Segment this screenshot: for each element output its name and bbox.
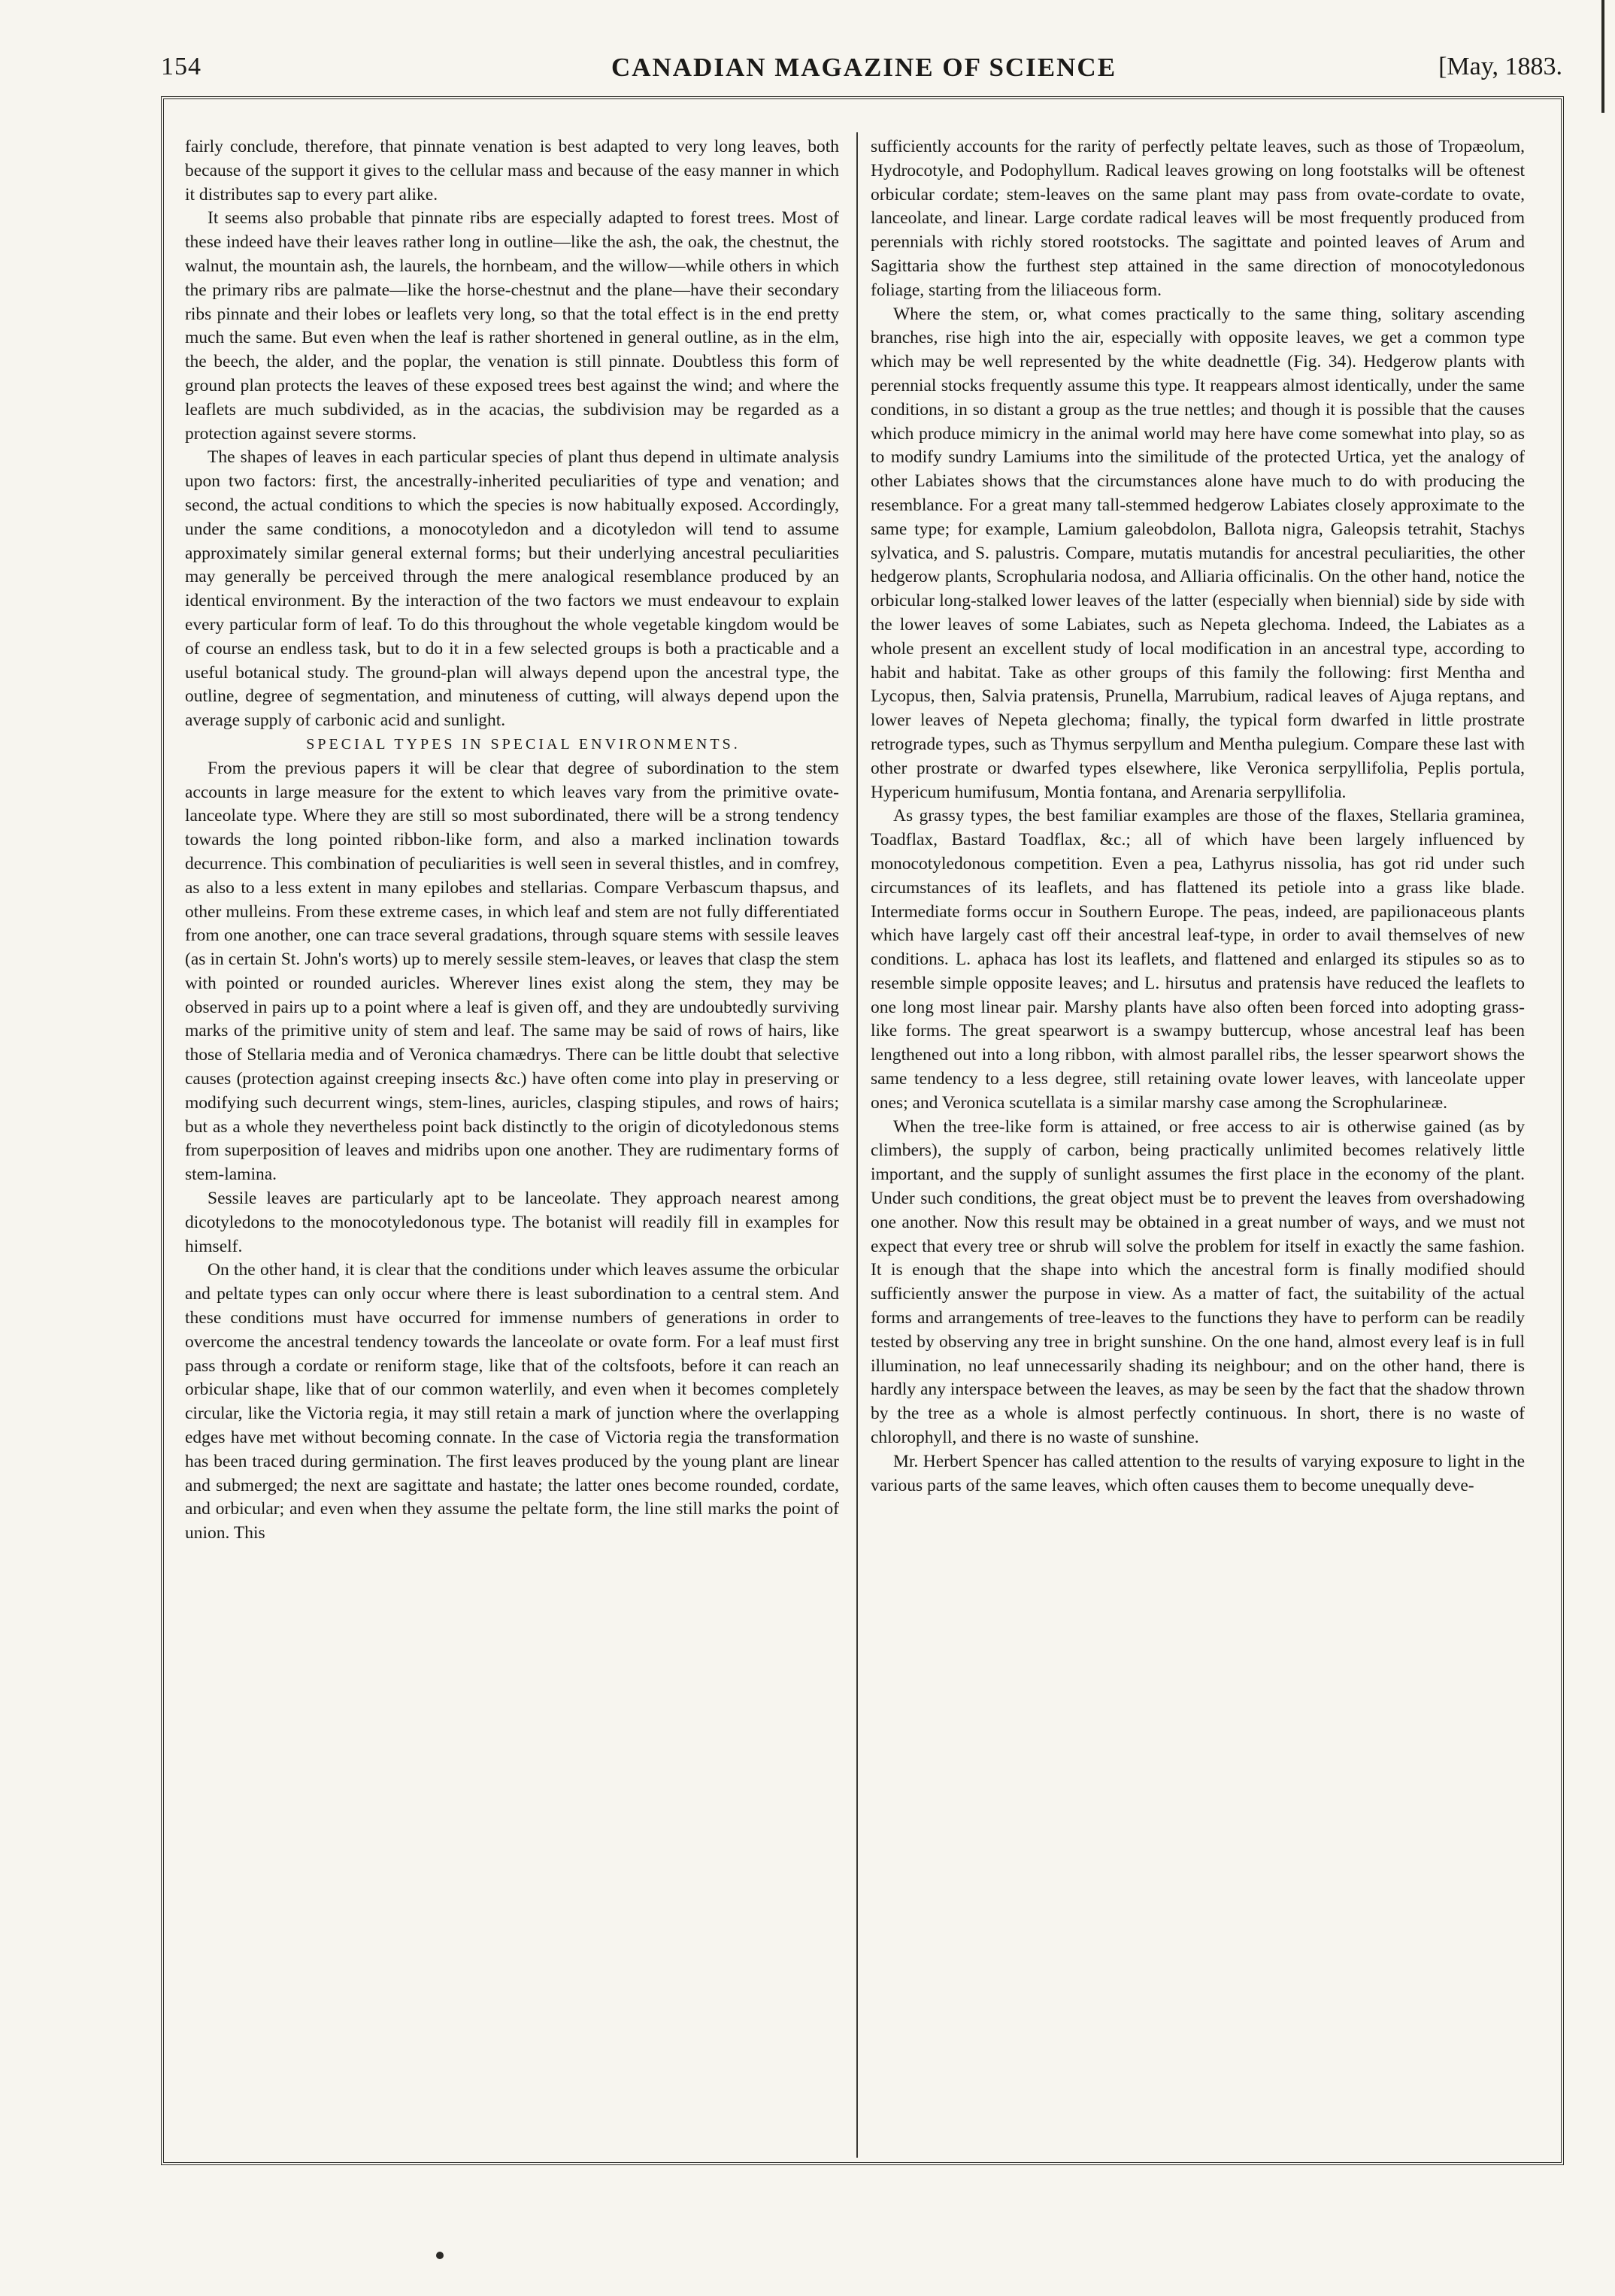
page-number: 154 <box>161 53 201 80</box>
right-column <box>871 135 1525 2158</box>
page-header <box>161 47 1567 95</box>
paragraph: From the previous papers it will be clear that degree of subordination to the stem accounts in large measure for the extent to which leaves vary from the primitive ovate-lanceolate type. Where they are still so most subordinated, there will be a strong tendency towards the long pointed ribbon-like form, and also a marked inclination towards decurrence. This combination of peculiarities is well seen in several thistles, and in comfrey, as also to a less extent in many epilobes and stellarias. Compare Verbascum thapsus, and other mulleins. From these extreme cases, in which leaf and stem are not fully differentiated from one another, one can trace several gradations, through square stems with sessile leaves (as in certain St. John's worts) up to merely sessile stem-leaves, or leaves that clasp the stem with pointed or rounded auricles. Wherever lines exist along the stem, they may be observed in pairs up to a point where a leaf is given off, and they are undoubtedly surviving marks of the primitive unity of stem and leaf. The same may be said of rows of hairs, like those of Stellaria media and of Veronica chamædrys. There can be little doubt that selective causes (protection against creeping insects &c.) have often come into play in preserving or modifying such decurrent wings, stem-lines, auricles, clasping stipules, and rows of hairs; but as a whole they nevertheless point back distinctly to the origin of dicotyledonous stems from superposition of leaves and midribs upon one another. They are rudimentary forms of stem-lamina. <box>185 758 839 1185</box>
issue-date: [May, 1883. <box>1438 53 1562 80</box>
paragraph: As grassy types, the best familiar examples are those of the flaxes, Stellaria graminea, Toadflax, Bastard Toadflax, &c.; all of which have been largely influenced by monocotyledonous competition. Even a pea, Lathyrus nissolia, has got rid under such circumstances of its leaflets, and has flattened its petiole into a grass like blade. Intermediate forms occur in Southern Europe. The peas, indeed, are papilionaceous plants which have largely cast off their ancestral leaf-type, in order to avail themselves of new conditions. L. aphaca has lost its leaflets, and flattened and enlarged its stipules so as to resemble simple opposite leaves; and L. hirsutus and pratensis have reduced the leaflets to one long most linear pair. Marshy plants have also often been forced into adopting grass-like forms. The great spearwort is a swampy buttercup, whose ancestral leaf has been lengthened out into a long ribbon, with almost parallel ribs, the lesser spearwort shows the same tendency to a less degree, still retaining ovate lower leaves, with lanceolate upper ones; and Veronica scutellata is a similar marshy case among the Scrophularineæ. <box>871 806 1525 1113</box>
ink-dot <box>436 2252 444 2259</box>
paragraph: Mr. Herbert Spencer has called attention to the results of varying exposure to light in the various parts of the same leaves, which often causes them to become unequally deve- <box>871 1451 1525 1495</box>
paragraph: On the other hand, it is clear that the conditions under which leaves assume the orbicular and peltate types can only occur where there is least subordination to a central stem. And these conditions must have occurred for immense numbers of generations in order to overcome the ancestral tendency towards the lanceolate or ovate form. For a leaf must first pass through a cordate or reniform stage, like that of the coltsfoots, before it can reach an orbicular shape, like that of our common waterlily, and even when it becomes completely circular, like the Victoria regia, it may still retain a mark of junction where the overlapping edges have met without becoming connate. In the case of Victoria regia the transformation has been traced during germination. The first leaves produced by the young plant are linear and submerged; the next are sagittate and hastate; the latter ones become rounded, cordate, and orbicular; and even when they assume the peltate form, the line still marks the point of union. This <box>185 1260 839 1543</box>
paragraph: When the tree-like form is attained, or free access to air is otherwise gained (as by climbers), the supply of carbon, being practically unlimited becomes relatively little important, and the supply of sunlight assumes the first place in the economy of the plant. Under such conditions, the great object must be to prevent the leaves from overshadowing one another. Now this result may be obtained in a great number of ways, and we must not expect that every tree or shrub will solve the problem for itself in exactly the same fashion. It is enough that the shape into which the ancestral form is finally modified should sufficiently answer the purpose in view. As a matter of fact, the suitability of the actual forms and arrangements of tree-leaves to the functions they have to perform can be readily tested by observing any tree in bright sunshine. On the one hand, almost every leaf is in full illumination, no leaf unnecessarily shading its neighbour; and on the other hand, there is hardly any interspace between the leaves, as may be seen by the fact that the shadow thrown by the tree as a whole is almost perfectly continuous. In short, there is no waste of chlorophyll, and there is no waste of sunshine. <box>871 1116 1525 1448</box>
left-column <box>185 135 839 2158</box>
paragraph: It seems also probable that pinnate ribs are especially adapted to forest trees. Most of these indeed have their leaves rather long in outline—like the ash, the oak, the chestnut, the walnut, the mountain ash, the laurels, the hornbeam, and the willow—while others in which the primary ribs are palmate—like the horse-chestnut and the plane—have their secondary ribs pinnate and their lobes or leaflets very long, so that the total effect is in the end pretty much the same. But even when the leaf is rather shortened in general outline, as in the elm, the beech, the alder, and the poplar, the venation is still pinnate. Doubtless this form of ground plan protects the leaves of these exposed trees best against the wind; and where the leaflets are much subdivided, as in the acacias, the subdivision may be regarded as a protection against severe storms. <box>185 208 839 444</box>
paragraph: fairly conclude, therefore, that pinnate venation is best adapted to very long leaves, both because of the support it gives to the cellular mass and because of the easy manner in which it distributes sap to every part alike. <box>185 137 839 204</box>
paragraph: The shapes of leaves in each particular species of plant thus depend in ultimate analysis upon two factors: first, the ancestrally-inherited peculiarities of type and venation; and second, the actual conditions to which the species is now habitually exposed. Accordingly, under the same conditions, a monocotyledon and a dicotyledon will tend to assume approximately similar general external forms; but their underlying ancestral peculiarities may generally be perceived through the mere analogical resemblance produced by an identical environment. By the interaction of the two factors we must endeavour to explain every particular form of leaf. To do this throughout the whole vegetable kingdom would be of course an endless task, but to do it in a few selected groups is both a practicable and a useful botanical study. The ground-plan will always depend upon the ancestral type, the outline, degree of segmentation, and minuteness of cutting, will always depend upon the average supply of carbonic acid and sunlight. <box>185 447 839 731</box>
section-heading: SPECIAL TYPES IN SPECIAL ENVIRONMENTS. <box>306 735 741 753</box>
column-divider <box>856 132 858 2158</box>
paragraph: Where the stem, or, what comes practically to the same thing, solitary ascending branches, rise high into the air, especially with opposite leaves, we get a common type which may be well represented by the white deadnettle (Fig. 34). Hedgerow plants with perennial stocks frequently assume this type. It reappears almost identically, under the same conditions, in so distant a group as the true nettles; and though it is possible that the causes which produce mimicry in the animal world may here have come somewhat into play, so as to modify sundry Lamiums into the similitude of the protected Urtica, yet the analogy of other Labiates shows that the circumstances alone have much to do with producing the resemblance. For a great many tall-stemmed hedgerow Labiates closely approximate to the same type; for example, Lamium galeobdolon, Ballota nigra, Galeopsis tetrahit, Stachys sylvatica, and S. palustris. Compare, mutatis mutandis for ancestral peculiarities, the other hedgerow plants, Scrophularia nodosa, and Alliaria officinalis. On the other hand, notice the orbicular long-stalked lower leaves of the latter (especially when biennial) side by side with the lower leaves of some Labiates, such as Nepeta glechoma. Indeed, the Labiates as a whole present an excellent study of local modification in an ancestral type, according to habit and habitat. Take as other groups of this family the following: first Mentha and Lycopus, then, Salvia pratensis, Prunella, Marrubium, radical leaves of Ajuga reptans, and lower leaves of Nepeta glechoma; finally, the typical form dwarfed in little prostrate retrograde types, such as Thymus serpyllum and Mentha pulegium. Compare these last with other prostrate or dwarfed types elsewhere, like Veronica serpyllifolia, Peplis portula, Hypericum humifusum, Montia fontana, and Arenaria serpyllifolia. <box>871 304 1525 802</box>
paragraph: Sessile leaves are particularly apt to be lanceolate. They approach nearest among dicotyledons to the monocotyledonous type. The botanist will readily fill in examples for himself. <box>185 1189 839 1256</box>
paragraph: sufficiently accounts for the rarity of perfectly peltate leaves, such as those of Tropæolum, Hydrocotyle, and Podophyllum. Radical leaves growing on long footstalks will be oftenest orbicular cordate; stem-leaves on the same plant may pass from ovate-cordate to ovate, lanceolate, and linear. Large cordate radical leaves will be most frequently produced from perennials with richly stored rootstocks. The sagittate and pointed leaves of Arum and Sagittaria show the furthest step attained in the same direction of monocotyledonous foliage, starting from the liliaceous form. <box>871 137 1525 300</box>
margin-mark <box>1601 0 1604 113</box>
running-title: CANADIAN MAGAZINE OF SCIENCE <box>611 53 1117 82</box>
